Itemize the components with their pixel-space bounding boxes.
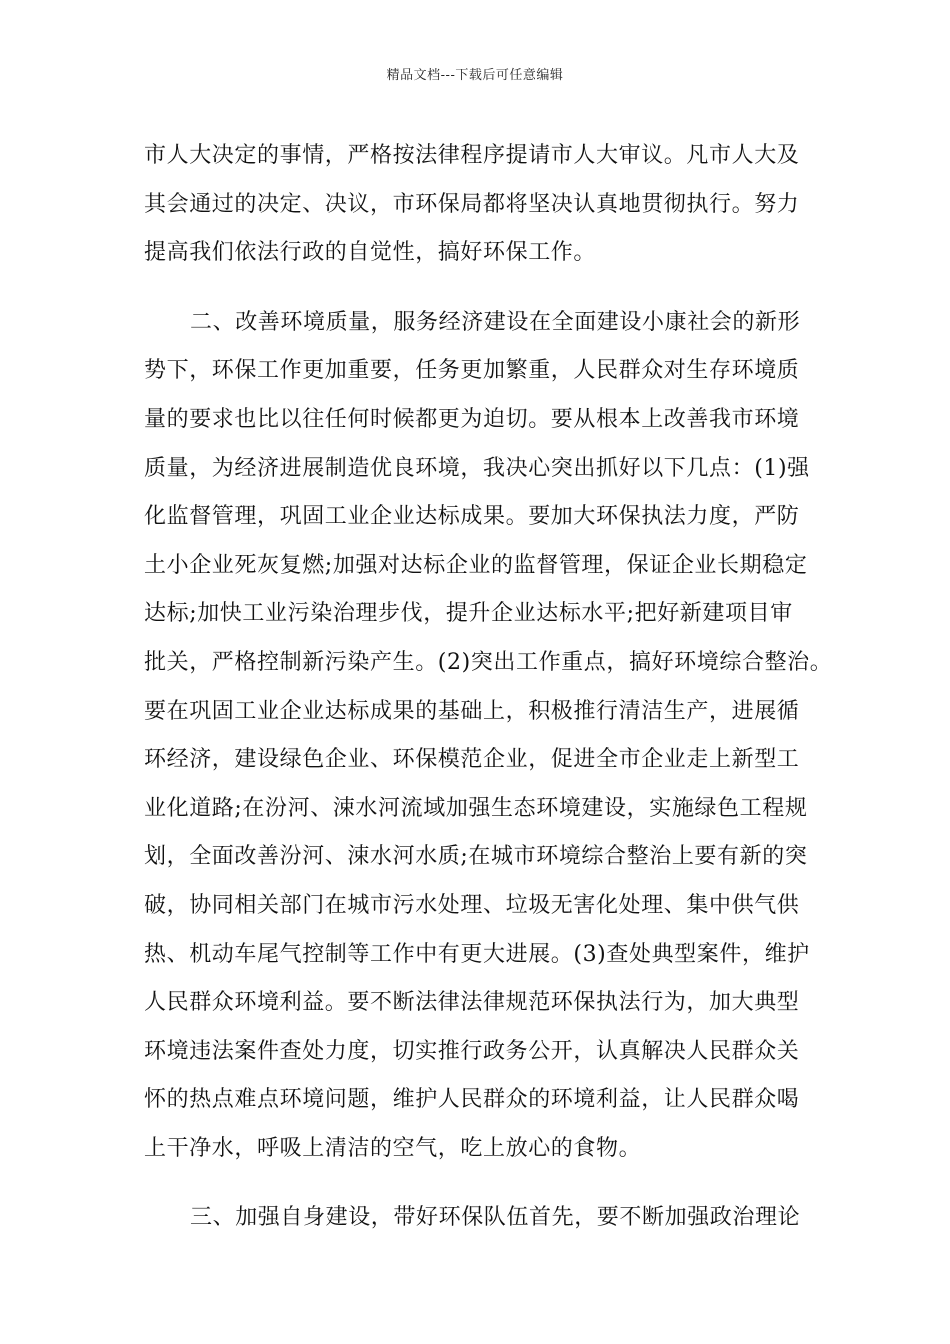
- document-body: [144, 132, 833, 1243]
- text-line: 势下，环保工作更加重要，任务更加繁重，人民群众对生存环境质: [144, 358, 800, 384]
- text-line: 化监督管理，巩固工业企业达标成果。要加大环保执法力度，严防: [144, 504, 800, 530]
- text-line: 人民群众环境利益。要不断法律法律规范环保执法行为，加大典型: [144, 990, 800, 1016]
- text-line: 质量，为经济进展制造优良环境，我决心突出抓好以下几点：(1)强: [144, 455, 810, 481]
- paragraph-3: [144, 1194, 830, 1243]
- text-line: 二、改善环境质量，服务经济建设在全面建设小康社会的新形: [190, 309, 801, 335]
- text-line: 要在巩固工业企业达标成果的基础上，积极推行清洁生产，进展循: [144, 698, 800, 724]
- text-line: 上干净水，呼吸上清洁的空气，吃上放心的食物。: [144, 1135, 642, 1161]
- text-line: 提高我们依法行政的自觉性，搞好环保工作。: [144, 240, 597, 266]
- text-line: 达标;加快工业污染治理步伐，提升企业达标水平;把好新建项目审: [144, 601, 793, 627]
- paragraph-gap: [144, 1173, 830, 1194]
- text-line: 环经济，建设绿色企业、环保模范企业，促进全市企业走上新型工: [144, 747, 800, 773]
- text-line: 土小企业死灰复燃;加强对达标企业的监督管理，保证企业长期稳定: [144, 552, 808, 578]
- paragraph-gap: [144, 278, 830, 299]
- text-line: 环境违法案件查处力度，切实推行政务公开，认真解决人民群众关: [144, 1038, 800, 1064]
- text-line: 业化道路;在汾河、涑水河流域加强生态环境建设，实施绿色工程规: [144, 795, 808, 821]
- paragraph-2: [144, 299, 833, 1174]
- text-line: 划，全面改善汾河、涑水河水质;在城市环境综合整治上要有新的突: [144, 844, 808, 870]
- text-line: 量的要求也比以往任何时候都更为迫切。要从根本上改善我市环境: [144, 406, 800, 432]
- text-line: 三、加强自身建设，带好环保队伍首先，要不断加强政治理论: [190, 1205, 801, 1231]
- text-line: 批关，严格控制新污染产生。(2)突出工作重点，搞好环境综合整治。: [144, 649, 833, 675]
- text-line: 热、机动车尾气控制等工作中有更大进展。(3)查处典型案件，维护: [144, 941, 810, 967]
- page-header-note: 精品文档---下载后可任意编辑: [386, 68, 564, 83]
- text-line: 怀的热点难点环境问题，维护人民群众的环境利益，让人民群众喝: [144, 1087, 800, 1113]
- text-line: 破，协同相关部门在城市污水处理、垃圾无害化处理、集中供气供: [144, 892, 800, 918]
- paragraph-1: [144, 132, 830, 278]
- text-line: 其会通过的决定、决议，市环保局都将坚决认真地贯彻执行。努力: [144, 191, 800, 217]
- text-line: 市人大决定的事情，严格按法律程序提请市人大审议。凡市人大及: [144, 143, 800, 168]
